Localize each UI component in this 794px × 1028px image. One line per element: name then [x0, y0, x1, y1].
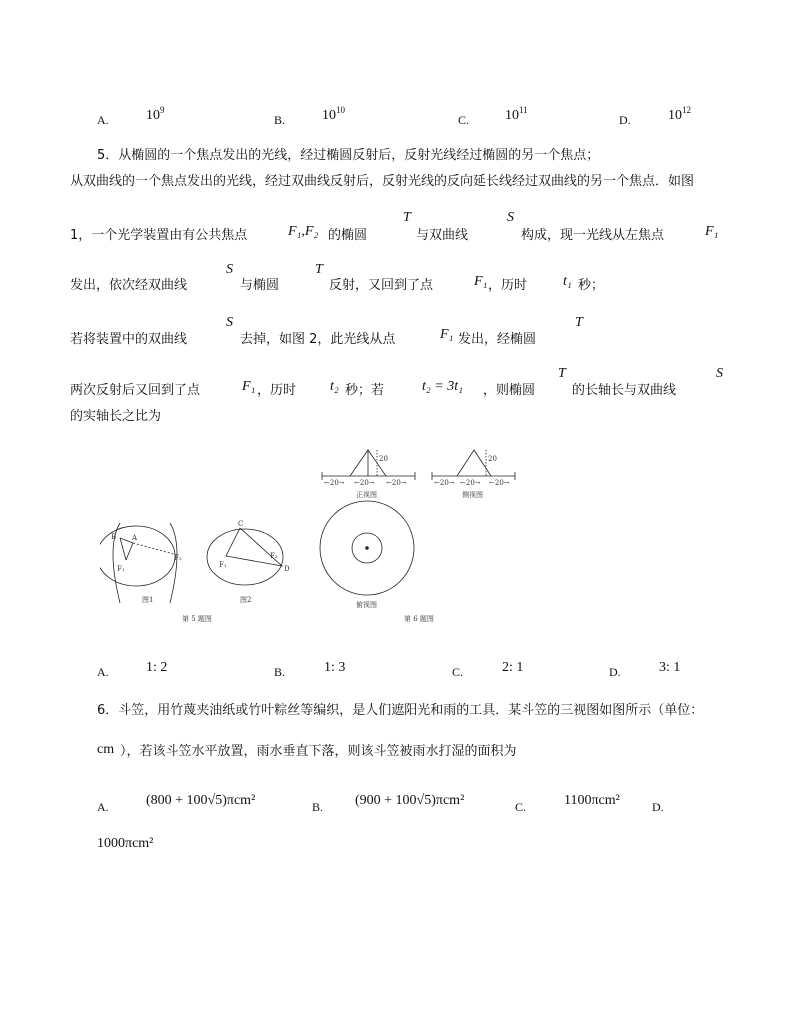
fig1-label-f2: F₂ [174, 554, 182, 562]
q5-time-equation: t₂ = 3t₁ [422, 379, 463, 394]
top-view-caption: 俯视图 [356, 601, 377, 609]
fig2-label-f2: F₂ [270, 552, 278, 560]
q6-option-d-letter: D. [652, 800, 664, 814]
front-view-drawing [322, 450, 415, 480]
q5-line-4b: 与椭圆 [240, 278, 280, 293]
fig1-label-b: B [111, 533, 117, 541]
q5-f1-symbol-4: F₁ [242, 379, 256, 394]
q5-line-3d: 构成，现一光线从左焦点 [521, 228, 665, 243]
q5-line-6b: ，历时 [257, 383, 297, 398]
q5-line-4a: 发出，依次经双曲线 [70, 278, 188, 293]
fig2-label-c: C [238, 520, 244, 528]
q4-option-b-value: $10^{10}$ [322, 105, 345, 123]
q5-line-5b: 去掉，如图 2，此光线从点 [240, 332, 396, 347]
q5-line-5c: 发出，经椭圆 [458, 332, 537, 347]
q5-t-symbol-4: T [558, 366, 566, 381]
q5-line-6c: 秒；若 [345, 383, 385, 398]
q6-option-d-value: 1000πcm² [97, 836, 154, 851]
q5-option-b-value: 1: 3 [324, 660, 346, 675]
q6-option-c-letter: C. [515, 800, 527, 814]
q4-option-a-letter: A. [97, 113, 109, 127]
q5-line-4c: 反射，又回到了点 [329, 278, 434, 293]
front-dim-1: ←20→ [324, 479, 345, 487]
q5-t-symbol-3: T [575, 315, 583, 330]
fig2-caption: 图2 [240, 596, 252, 604]
q5-s-symbol-4: S [716, 366, 723, 381]
q5-hyperbola-s-symbol: S [507, 210, 514, 225]
fig2-label-d: D [284, 565, 290, 573]
q5-t2-symbol: t₂ [330, 379, 339, 394]
q6-figure-caption: 第 6 题图 [404, 615, 434, 623]
q5-option-c-value: 2: 1 [502, 660, 524, 675]
side-view-caption: 侧视图 [462, 491, 483, 499]
q6-line-2: ），若该斗笠水平放置，雨水垂直下落，则该斗笠被雨水打湿的面积为 [120, 744, 517, 759]
q6-option-a-value: (800 + 100√5)πcm² [146, 793, 256, 808]
q4-option-c-letter: C. [458, 113, 470, 127]
side-dim-3: ←20→ [489, 479, 510, 487]
q5-f1-symbol-3: F₁ [440, 327, 454, 342]
q4-option-b-letter: B. [274, 113, 286, 127]
front-dim-3: ←20→ [386, 479, 407, 487]
q6-option-b-letter: B. [312, 800, 324, 814]
q5-line-2: 从双曲线的一个焦点发出的光线，经过双曲线反射后，反射光线的反向延长线经过双曲线的另一个焦点．如图 [70, 174, 695, 189]
q5-line-4d: ，历时 [488, 278, 528, 293]
q5-foci-symbol: F₁,F₂ [288, 224, 319, 239]
q5-figure-caption: 第 5 题图 [182, 615, 212, 623]
q4-option-d-value: $10^{12}$ [668, 105, 691, 123]
fig1-label-f1: F₁ [117, 565, 125, 573]
fig1-label-a: A [132, 534, 138, 542]
q5-line-6e: 的长轴长与双曲线 [572, 383, 677, 398]
q5-line-3a: 1，一个光学装置由有公共焦点 [70, 228, 248, 243]
q5-option-a-value: 1: 2 [146, 660, 168, 675]
q5-t1-symbol: t₁ [563, 274, 572, 289]
side-dim-1: ←20→ [434, 479, 455, 487]
front-view-caption: 正视图 [356, 491, 377, 499]
q5-line-6d: ，则椭圆 [483, 383, 536, 398]
q6-option-b-value: (900 + 100√5)πcm² [355, 793, 465, 808]
side-dim-2: ←20→ [460, 479, 481, 487]
q5-line-1: 5．从椭圆的一个焦点发出的光线，经过椭圆反射后，反射光线经过椭圆的另一个焦点； [97, 148, 600, 163]
q6-option-c-value: 1100πcm² [564, 793, 620, 808]
q5-line-4e: 秒； [578, 278, 605, 293]
q5-f1-symbol: F₁ [705, 224, 719, 239]
q5-line-5a: 若将装置中的双曲线 [70, 332, 188, 347]
q4-option-d-letter: D. [619, 113, 631, 127]
q4-option-a-value: $10^9$ [146, 105, 165, 123]
q5-line-3b: 的椭圆 [328, 228, 368, 243]
side-view-drawing [432, 450, 515, 480]
q5-option-a-letter: A. [97, 665, 109, 679]
q5-ellipse-t-symbol: T [403, 210, 411, 225]
q5-line-3c: 与双曲线 [416, 228, 469, 243]
q6-option-a-letter: A. [97, 800, 109, 814]
q5-option-c-letter: C. [452, 665, 464, 679]
question-figures [100, 438, 540, 628]
q5-s-symbol-3: S [226, 315, 233, 330]
fig1-caption: 图1 [142, 596, 154, 604]
q4-option-c-value: $10^{11}$ [505, 105, 528, 123]
q5-t-symbol-2: T [315, 262, 323, 277]
q5-line-6a: 两次反射后又回到了点 [70, 383, 201, 398]
q5-option-b-letter: B. [274, 665, 286, 679]
q6-unit: cm [97, 742, 115, 757]
fig2-label-f1: F₁ [219, 561, 227, 569]
top-view-drawing [320, 501, 414, 595]
q5-option-d-value: 3: 1 [659, 660, 681, 675]
q5-line-7: 的实轴长之比为 [70, 409, 162, 424]
front-dim-2: ←20→ [354, 479, 375, 487]
q5-option-d-letter: D. [609, 665, 621, 679]
front-view-height: 20 [379, 455, 388, 463]
q5-f1-symbol-2: F₁ [474, 274, 488, 289]
q5-s-symbol-2: S [226, 262, 233, 277]
side-view-height: 20 [488, 455, 497, 463]
q6-line-1: 6．斗笠，用竹蔑夹油纸或竹叶粽丝等编织，是人们遮阳光和雨的工具．某斗笠的三视图如图所示（单位： [97, 703, 704, 718]
